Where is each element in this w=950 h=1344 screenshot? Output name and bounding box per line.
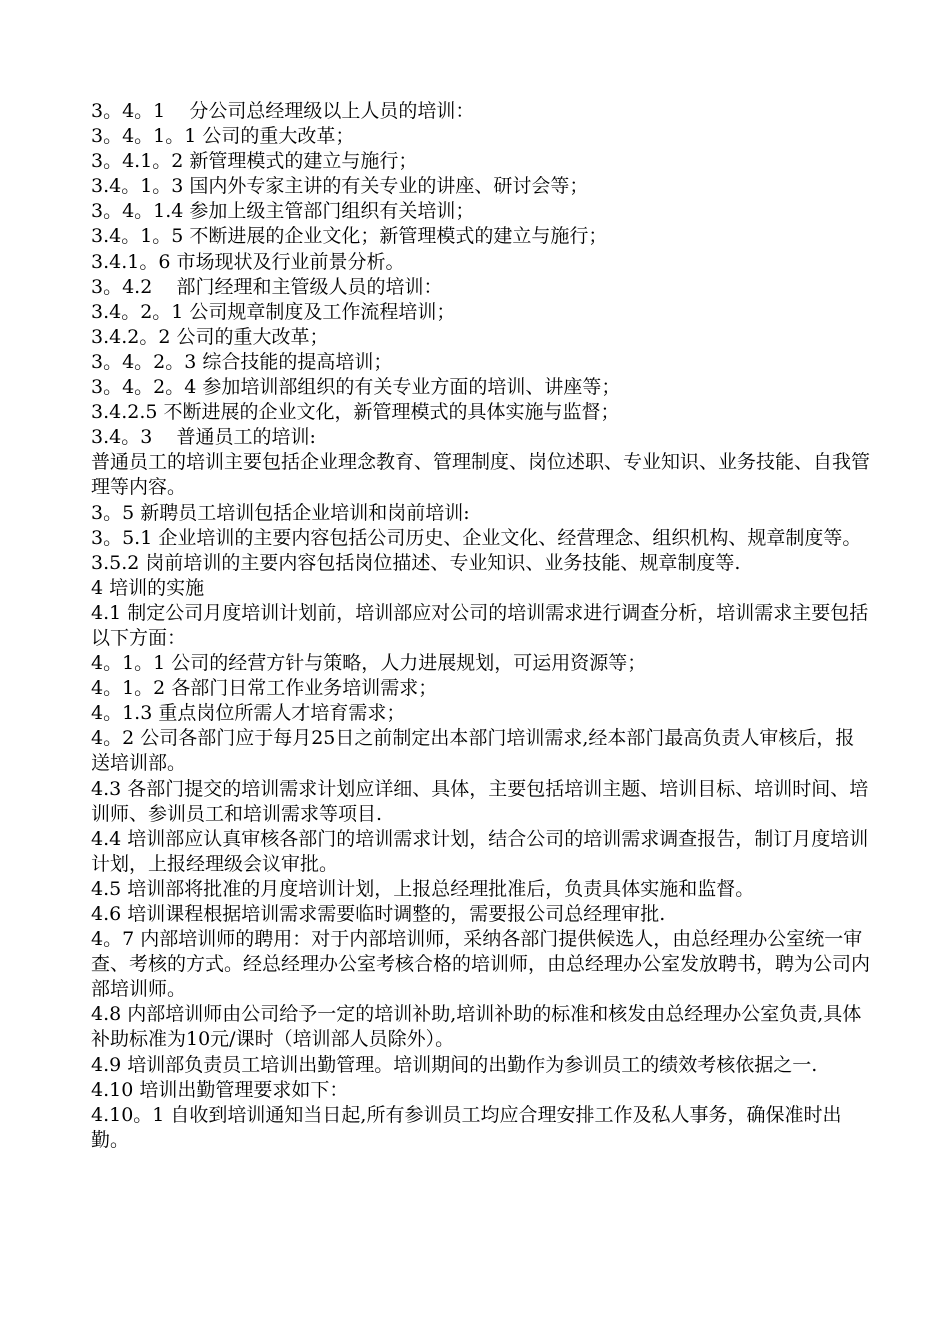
item-4-1-3: 4。1.3 重点岗位所需人才培育需求；: [91, 702, 406, 725]
heading-3-5: 3。5 新聘员工培训包括企业培训和岗前培训:: [91, 501, 470, 524]
item-4-1-1: 4。1。1 公司的经营方针与策略，人力进展规划，可运用资源等；: [91, 652, 647, 675]
item-4-1: 4.1 制定公司月度培训计划前，培训部应对公司的培训需求进行调查分析，培训需求主要包括以下方面：: [91, 601, 869, 649]
item-3-5-1: 3。5.1 企业培训的主要内容包括公司历史、企业文化、经营理念、组织机构、规章制度等。: [91, 526, 862, 549]
item-3-4-2-2: 3.4.2。2 公司的重大改革；: [91, 325, 329, 348]
item-3-4-2-4: 3。4。2。4 参加培训部组织的有关专业方面的培训、讲座等；: [91, 376, 621, 399]
item-3-4-2-3: 3。4。2。3 综合技能的提高培训；: [91, 350, 393, 373]
item-3-4-2-5: 3.4.2.5 不断进展的企业文化，新管理模式的具体实施与监督；: [91, 401, 620, 424]
item-3-4-1-1: 3。4。1。1 公司的重大改革；: [91, 125, 355, 148]
heading-3-4-2: 3。4.2 部门经理和主管级人员的培训：: [91, 275, 443, 298]
item-4-10: 4.10 培训出勤管理要求如下：: [91, 1078, 349, 1101]
item-4-7: 4。7 内部培训师的聘用：对于内部培训师，采纳各部门提供候选人，由总经理办公室统一审查、考核的方式。经总经理办公室考核合格的培训师，由总经理办公室发放聘书，聘为公司内部培训师。: [91, 928, 871, 1001]
item-4-8: 4.8 内部培训师由公司给予一定的培训补助,培训补助的标准和核发由总经理办公室负责,具体补助标准为10元/课时（培训部人员除外）。: [91, 1003, 862, 1051]
item-3-4-1-3: 3.4。1。3 国内外专家主讲的有关专业的讲座、研讨会等；: [91, 175, 589, 198]
document-page: [91, 99, 871, 1153]
item-3-5-2: 3.5.2 岗前培训的主要内容包括岗位描述、专业知识、业务技能、规章制度等.: [91, 551, 741, 574]
item-4-3: 4.3 各部门提交的培训需求计划应详细、具体，主要包括培训主题、培训目标、培训时间、培训师、参训员工和培训需求等项目.: [91, 777, 869, 825]
item-3-4-1-5: 3.4。1。5 不断进展的企业文化；新管理模式的建立与施行；: [91, 225, 608, 248]
item-4-9: 4.9 培训部负责员工培训出勤管理。培训期间的出勤作为参训员工的绩效考核依据之一.: [91, 1053, 818, 1076]
item-4-10-1: 4.10。1 自收到培训通知当日起,所有参训员工均应合理安排工作及私人事务，确保准时出勤。: [91, 1103, 842, 1151]
heading-4: 4 培训的实施: [91, 576, 205, 599]
item-4-1-2: 4。1。2 各部门日常工作业务培训需求；: [91, 677, 438, 700]
item-4-6: 4.6 培训课程根据培训需求需要临时调整的，需要报公司总经理审批.: [91, 903, 666, 925]
item-4-5: 4.5 培训部将批准的月度培训计划，上报总经理批准后，负责具体实施和监督。: [91, 877, 755, 900]
heading-3-4-3: 3.4。3 普通员工的培训:: [91, 426, 316, 449]
item-3-4-2-1: 3.4。2。1 公司规章制度及工作流程培训；: [91, 300, 456, 323]
item-3-4-1-2: 3。4.1。2 新管理模式的建立与施行；: [91, 150, 418, 173]
paragraph-general-staff-training: 普通员工的培训主要包括企业理念教育、管理制度、岗位述职、专业知识、业务技能、自我管理等内容。: [91, 451, 871, 499]
item-3-4-1-6: 3.4.1。6 市场现状及行业前景分析。: [91, 250, 405, 273]
item-3-4-1-4: 3。4。1.4 参加上级主管部门组织有关培训；: [91, 200, 475, 223]
item-4-2: 4。2 公司各部门应于每月25日之前制定出本部门培训需求,经本部门最高负责人审核后，报送培训部。: [91, 727, 855, 775]
heading-3-4-1: 3。4。1 分公司总经理级以上人员的培训：: [91, 100, 475, 122]
item-4-4: 4.4 培训部应认真审核各部门的培训需求计划，结合公司的培训需求调查报告，制订月度培训计划，上报经理级会议审批。: [91, 827, 869, 875]
